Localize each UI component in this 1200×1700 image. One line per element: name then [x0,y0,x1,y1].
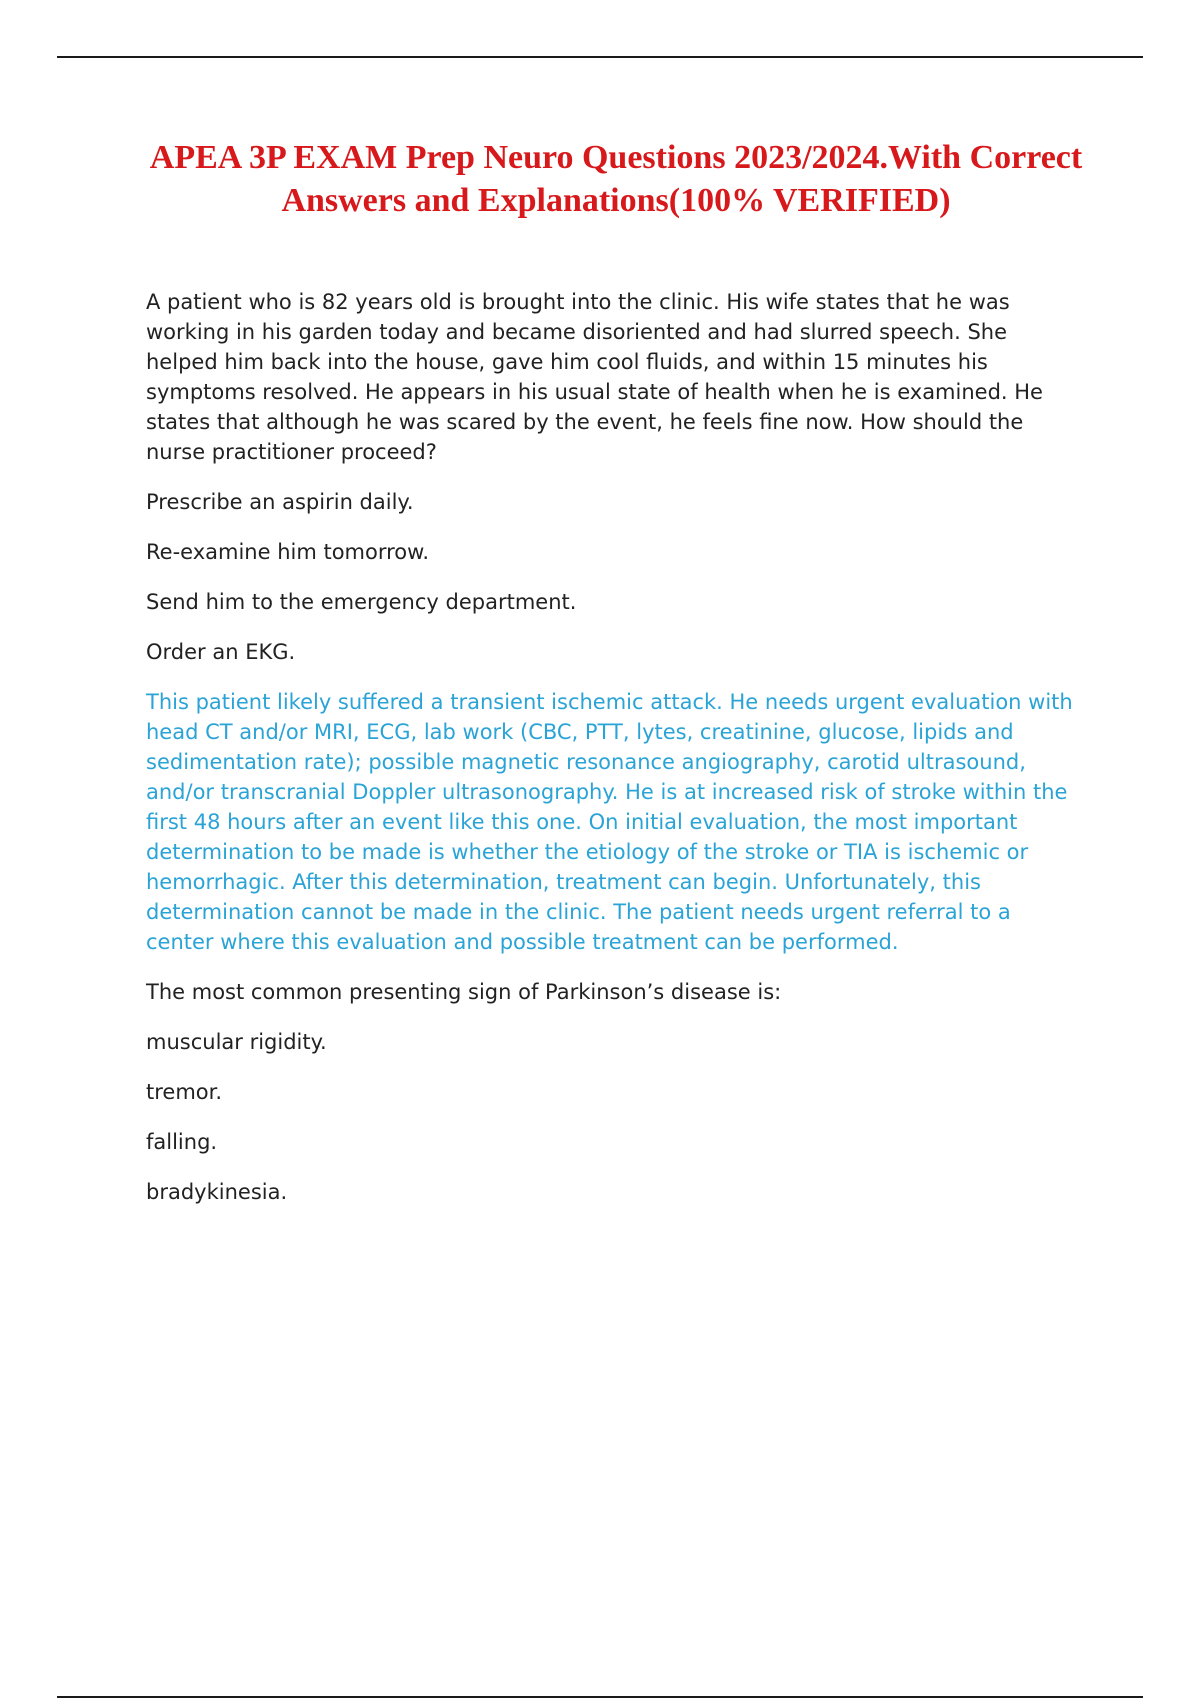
question-2-option-3: falling. [146,1130,218,1154]
document-title: APEA 3P EXAM Prep Neuro Questions 2023/2024.With Correct Answers and Explanations(100% VERIFIED) [149,139,1083,219]
question-1-option-4: Order an EKG. [146,640,296,664]
question-2-option-4: bradykinesia. [146,1180,288,1204]
question-2-stem: The most common presenting sign of Parkinson’s disease is: [146,980,782,1004]
question-1-option-2: Re-examine him tomorrow. [146,540,430,564]
question-2-option-2: tremor. [146,1080,223,1104]
question-1-stem: A patient who is 82 years old is brought into the clinic. His wife states that he was working in his garden today and became disoriented and had slurred speech. She helped him back into the house, gave him cool fluids, and within 15 minutes his symptoms resolved. He appears in his usual state of health when he is examined. He states that although he was scared by the event, he feels fine now. How should the nurse practitioner proceed? [146,290,1043,464]
question-2-option-1: muscular rigidity. [146,1030,327,1054]
document-content [146,287,1076,1227]
bottom-rule [57,1696,1143,1698]
question-1-explanation: This patient likely suffered a transient ischemic attack. He needs urgent evaluation with head CT and/or MRI, ECG, lab work (CBC, PTT, lytes, creatinine, glucose, lipids and sedimentation rate); possible magnetic resonance angiography, carotid ultrasound, and/or transcranial Doppler ultrasonography. He is at increased risk of stroke within the first 48 hours after an event like this one. On initial evaluation, the most important determination to be made is whether the etiology of the stroke or TIA is ischemic or hemorrhagic. After this determination, treatment can begin. Unfortunately, this determination cannot be made in the clinic. The patient needs urgent referral to a center where this evaluation and possible treatment can be performed. [146,690,1073,954]
top-rule [57,56,1143,58]
question-1-option-1: Prescribe an aspirin daily. [146,490,414,514]
question-1-option-3: Send him to the emergency department. [146,590,577,614]
